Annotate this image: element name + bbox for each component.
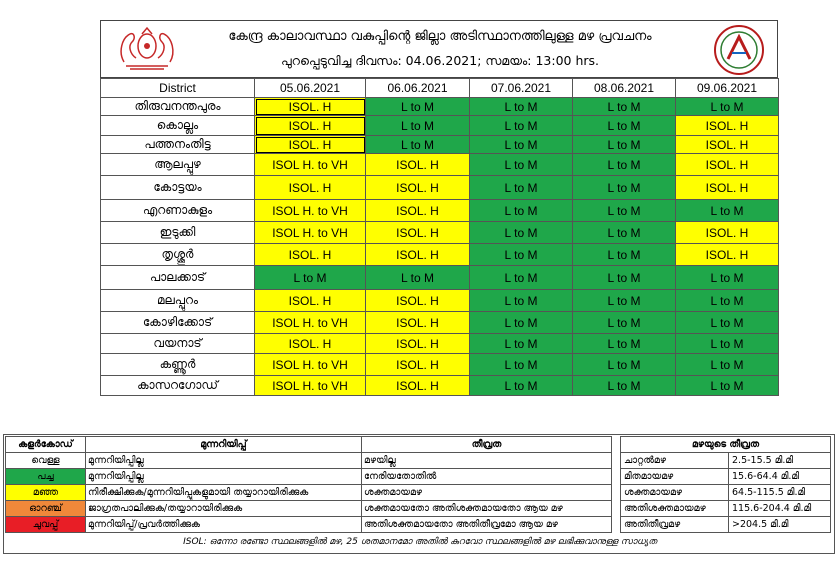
legend-intensity: അതിശക്തമായതോ അതിതീവ്രമോ ആയ മഴ [362,517,612,533]
forecast-cell: ISOL. H [366,154,470,176]
forecast-row [101,200,779,222]
forecast-cell: L to M [470,116,573,136]
forecast-cell: L to M [366,266,470,290]
district-name: പത്തനംതിട്ട [101,136,255,154]
forecast-cell: ISOL. H [366,244,470,266]
rain-intensity-row [621,469,831,485]
rain-intensity-table [620,436,831,533]
forecast-cell: ISOL H. to VH [255,376,366,396]
forecast-cell: L to M [573,376,676,396]
forecast-cell: L to M [676,98,779,116]
rain-intensity-row [621,517,831,533]
forecast-cell: L to M [573,222,676,244]
legend-intensity: നേരിയതോതിൽ [362,469,612,485]
date-header: 05.06.2021 [255,79,366,98]
rain-intensity-header: മഴയുടെ തീവ്രത [621,437,831,453]
forecast-cell: ISOL. H [366,176,470,200]
district-name: തൃശ്ശൂർ [101,244,255,266]
forecast-cell: L to M [255,266,366,290]
forecast-cell: L to M [470,176,573,200]
forecast-cell: L to M [366,98,470,116]
forecast-cell: L to M [573,98,676,116]
forecast-cell: ISOL. H [255,176,366,200]
forecast-cell: ISOL. H [676,154,779,176]
rain-intensity-row [621,485,831,501]
forecast-cell: ISOL. H [366,200,470,222]
forecast-cell: L to M [470,98,573,116]
forecast-cell: L to M [676,290,779,312]
district-name: കോഴിക്കോട് [101,312,255,334]
forecast-row [101,266,779,290]
forecast-cell: ISOL. H [676,222,779,244]
forecast-cell: L to M [470,136,573,154]
legend-warning: നിരീക്ഷിക്കുക/മുന്നറിയിപ്പുകളുമായി തയ്യാറായിരിക്കുക [86,485,362,501]
forecast-cell: ISOL H. to VH [255,354,366,376]
legend-color-code: പച്ച [6,469,86,485]
legend-color-code: മഞ്ഞ [6,485,86,501]
rain-range: >204.5 മി.മി [729,517,831,533]
forecast-cell: L to M [470,312,573,334]
legend-intensity: ശക്തമായമഴ [362,485,612,501]
forecast-cell: ISOL H. to VH [255,222,366,244]
forecast-cell: ISOL. H [255,98,366,116]
forecast-cell: L to M [470,354,573,376]
legend-header-warning: മുന്നറിയിപ്പ് [86,437,362,453]
forecast-cell: L to M [573,200,676,222]
forecast-row [101,154,779,176]
legend-warning: ജാഗ്രതപാലിക്കുക/തയ്യാറായിരിക്കുക [86,501,362,517]
forecast-cell: ISOL. H [676,176,779,200]
legend-warning: മുന്നറിയിപ്പില്ല [86,469,362,485]
district-name: കൊല്ലം [101,116,255,136]
color-code-legend [5,436,612,533]
rain-range: 15.6-64.4 മി.മി [729,469,831,485]
forecast-cell: L to M [573,244,676,266]
forecast-cell: ISOL. H [366,354,470,376]
imd-logo-icon [712,23,766,77]
legend-row [6,517,612,533]
forecast-row [101,312,779,334]
forecast-row [101,222,779,244]
forecast-cell: L to M [573,334,676,354]
rain-intensity-row [621,453,831,469]
forecast-cell: ISOL. H [366,334,470,354]
date-header: 08.06.2021 [573,79,676,98]
forecast-cell: L to M [676,354,779,376]
legend-warning: മുന്നറിയിപ്പ്/പ്രവർത്തിക്കുക [86,517,362,533]
forecast-table [100,78,779,396]
forecast-cell: L to M [470,266,573,290]
forecast-cell: L to M [470,222,573,244]
legend-color-code: വെള്ള [6,453,86,469]
forecast-cell: ISOL. H [255,334,366,354]
forecast-cell: ISOL. H [255,116,366,136]
forecast-cell: L to M [470,334,573,354]
forecast-cell: ISOL H. to VH [255,200,366,222]
legend-row [6,485,612,501]
forecast-cell: ISOL. H [366,312,470,334]
forecast-cell: L to M [470,290,573,312]
district-name: കണ്ണൂർ [101,354,255,376]
district-name: ഇടുക്കി [101,222,255,244]
district-name: പാലക്കാട് [101,266,255,290]
district-name: കോട്ടയം [101,176,255,200]
forecast-cell: L to M [573,312,676,334]
forecast-cell: L to M [573,154,676,176]
forecast-cell: L to M [676,312,779,334]
forecast-cell: ISOL. H [676,244,779,266]
forecast-cell: L to M [573,290,676,312]
issue-datetime: പുറപ്പെടുവിച്ച ദിവസം: 04.06.2021; സമയം: 13:00 hrs. [280,53,600,68]
forecast-row [101,334,779,354]
forecast-header-row [101,79,779,98]
forecast-cell: L to M [676,376,779,396]
forecast-cell: ISOL. H [255,244,366,266]
forecast-cell: L to M [470,154,573,176]
forecast-cell: L to M [676,266,779,290]
district-name: കാസറഗോഡ് [101,376,255,396]
forecast-row [101,290,779,312]
rain-intensity-row [621,501,831,517]
rain-category: ചാറ്റൽമഴ [621,453,729,469]
forecast-cell: ISOL H. to VH [255,312,366,334]
legend-row [6,453,612,469]
forecast-cell: L to M [676,334,779,354]
district-name: മലപ്പുറം [101,290,255,312]
forecast-row [101,176,779,200]
forecast-row [101,354,779,376]
rain-category: അതിശക്തമായമഴ [621,501,729,517]
kerala-emblem-icon [116,24,178,72]
district-name: തിരുവനന്തപുരം [101,98,255,116]
forecast-cell: ISOL. H [366,222,470,244]
forecast-cell: L to M [470,244,573,266]
rain-range: 64.5-115.5 മി.മി [729,485,831,501]
forecast-row [101,244,779,266]
forecast-cell: L to M [573,176,676,200]
forecast-cell: L to M [676,200,779,222]
forecast-cell: L to M [573,266,676,290]
forecast-cell: ISOL. H [255,136,366,154]
legend-row [6,501,612,517]
forecast-cell: ISOL. H [255,290,366,312]
district-name: വയനാട് [101,334,255,354]
legend-header-code: കളർകോഡ് [6,437,86,453]
rain-range: 2.5-15.5 മി.മി [729,453,831,469]
district-name: ആലപ്പുഴ [101,154,255,176]
rain-category: അതിതീവ്രമഴ [621,517,729,533]
page-title: കേന്ദ്ര കാലാവസ്ഥാ വകുപ്പിന്റെ ജില്ലാ അടിസ്ഥാനത്തിലുള്ള മഴ പ്രവചനം [228,29,652,44]
forecast-cell: ISOL. H [366,376,470,396]
forecast-row [101,116,779,136]
rain-category: ശക്തമായമഴ [621,485,729,501]
legend-intensity: ശക്തമായതോ അതിശക്തമായതോ ആയ മഴ [362,501,612,517]
forecast-cell: ISOL H. to VH [255,154,366,176]
forecast-cell: ISOL. H [366,290,470,312]
date-header: 07.06.2021 [470,79,573,98]
forecast-row [101,376,779,396]
forecast-cell: ISOL. H [676,116,779,136]
district-name: എറണാകുളം [101,200,255,222]
legend-header-intensity: തീവ്രത [362,437,612,453]
forecast-cell: ISOL. H [676,136,779,154]
isol-footnote: ISOL: ഒന്നോ രണ്ടോ സ്ഥലങ്ങളിൽ മഴ, 25 ശതമാനമോ അതിൽ കുറവോ സ്ഥലങ്ങളിൽ മഴ ലഭിക്കുവാനുള്ള സാധ്യത [183,537,657,547]
date-header: 06.06.2021 [366,79,470,98]
rain-range: 115.6-204.4 മി.മി [729,501,831,517]
forecast-cell: L to M [573,116,676,136]
district-header: District [101,79,255,98]
forecast-cell: L to M [573,136,676,154]
forecast-cell: L to M [366,136,470,154]
forecast-row [101,136,779,154]
forecast-cell: L to M [366,116,470,136]
legend-color-code: ചുവപ്പ് [6,517,86,533]
forecast-cell: L to M [573,354,676,376]
forecast-row [101,98,779,116]
forecast-cell: L to M [470,200,573,222]
legend-color-code: ഓറഞ്ച് [6,501,86,517]
legend-intensity: മഴയില്ല [362,453,612,469]
forecast-cell: L to M [470,376,573,396]
rain-category: മിതമായമഴ [621,469,729,485]
date-header: 09.06.2021 [676,79,779,98]
legend-warning: മുന്നറിയിപ്പില്ല [86,453,362,469]
legend-row [6,469,612,485]
